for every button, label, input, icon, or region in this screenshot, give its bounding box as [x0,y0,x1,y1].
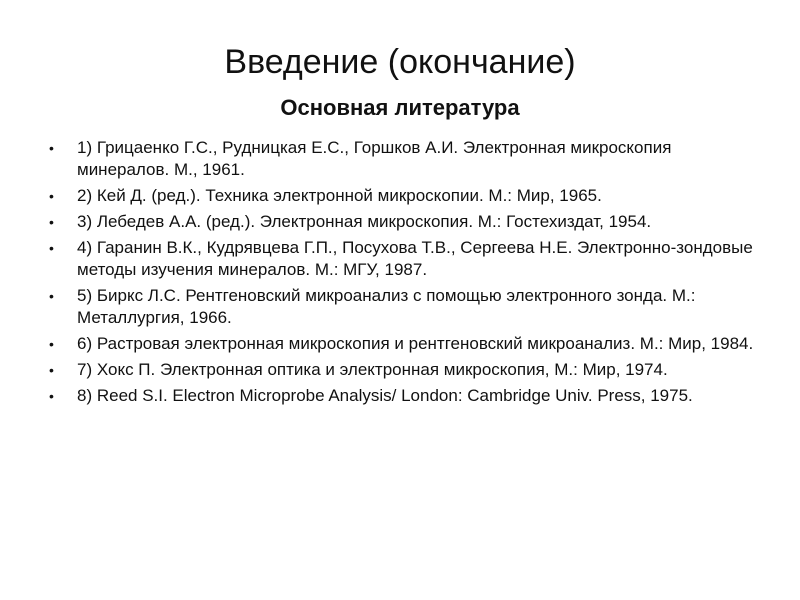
slide-title: Введение (окончание) [224,43,576,81]
reference-item [49,211,759,233]
reference-text: 6) Растровая электронная микроскопия и рентгеновский микроанализ. М.: Мир, 1984. [77,334,754,353]
reference-item [49,385,759,407]
bullet-icon: • [49,140,54,156]
reference-text: 7) Хокс П. Электронная оптика и электронная микроскопия, М.: Мир, 1974. [77,360,668,379]
bullet-icon: • [49,362,54,378]
reference-item [49,137,759,181]
bullet-icon: • [49,336,54,352]
bullet-icon: • [49,388,54,404]
bullet-icon: • [49,240,54,256]
reference-item [49,285,759,329]
reference-text: 2) Кей Д. (ред.). Техника электронной микроскопии. М.: Мир, 1965. [77,186,602,205]
reference-list [49,137,759,411]
bullet-icon: • [49,188,54,204]
bullet-icon: • [49,214,54,230]
reference-item [49,359,759,381]
reference-item [49,185,759,207]
reference-item [49,237,759,281]
reference-text: 8) Reed S.I. Electron Microprobe Analysis/ London: Cambridge Univ. Press, 1975. [77,386,693,405]
reference-text: 1) Грицаенко Г.С., Рудницкая Е.С., Горшков А.И. Электронная микроскопия минералов. М., 1961. [77,138,672,179]
reference-text: 4) Гаранин В.К., Кудрявцева Г.П., Посухова Т.В., Сергеева Н.Е. Электронно-зондовые методы изучения минералов. М.: МГУ, 1987. [77,238,753,279]
section-subtitle: Основная литература [280,95,520,120]
reference-item [49,333,759,355]
reference-text: 5) Биркс Л.С. Рентгеновский микроанализ с помощью электронного зонда. М.: Металлургия, 1966. [77,286,696,327]
reference-text: 3) Лебедев А.А. (ред.). Электронная микроскопия. М.: Гостехиздат, 1954. [77,212,652,231]
bullet-icon: • [49,288,54,304]
